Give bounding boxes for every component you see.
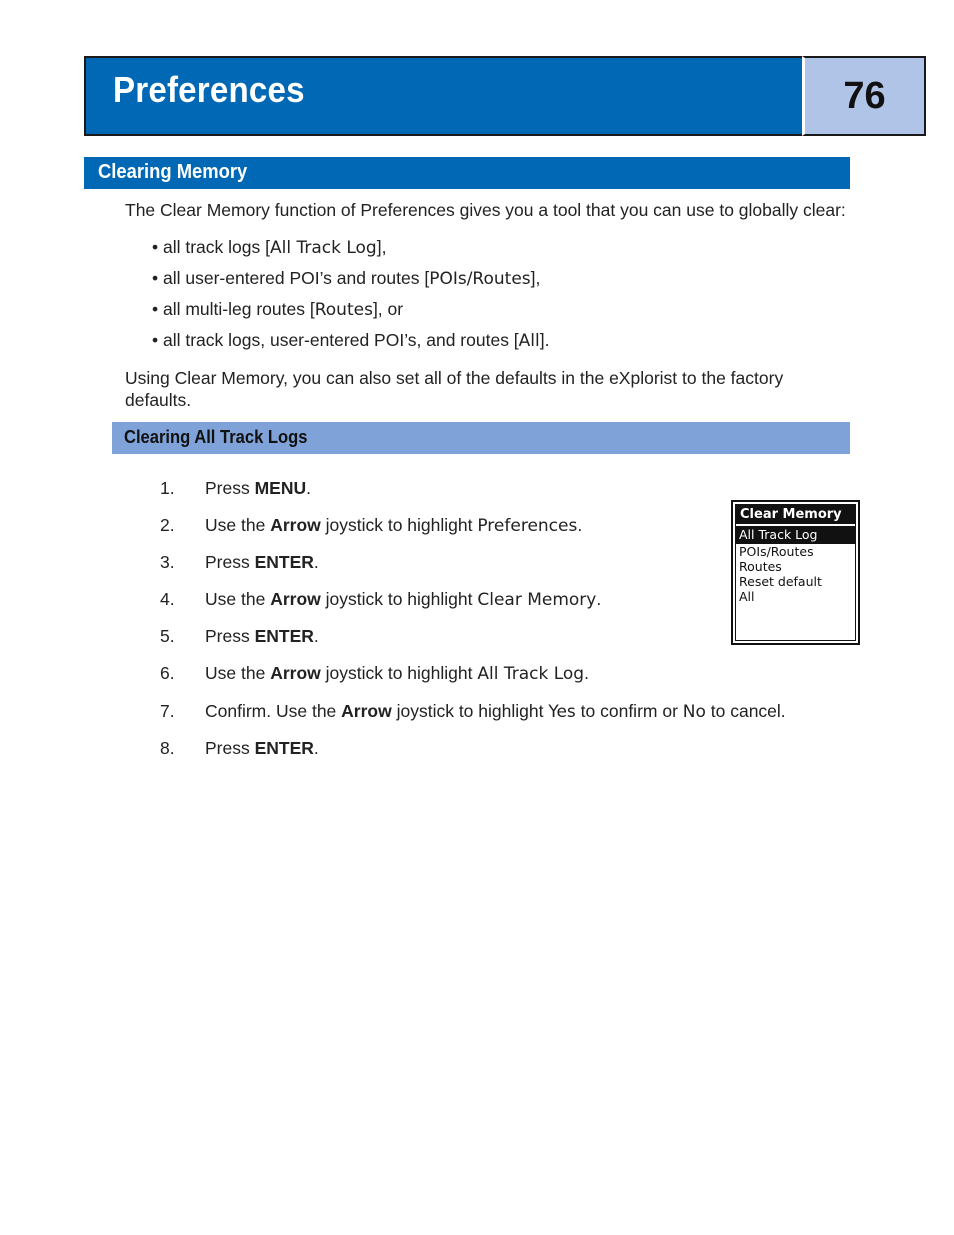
page-number: 76: [843, 74, 886, 117]
screen-title: Clear Memory: [736, 505, 855, 524]
bullet-term: Routes: [314, 300, 373, 320]
step-part: Use the: [205, 515, 271, 535]
step-key: Arrow: [341, 701, 392, 721]
bullet-term: All Track Log: [269, 238, 377, 258]
bullet-item: [152, 330, 549, 351]
step-text: [205, 701, 786, 722]
subsection-title: Clearing All Track Logs: [124, 427, 308, 447]
bullet-suffix: ],: [530, 268, 541, 288]
step-key: ENTER: [254, 738, 314, 758]
step-number: 3.: [160, 552, 175, 572]
defaults-paragraph: Using Clear Memory, you can also set all of the defaults in the eXplorist to the factory defaults.: [125, 368, 784, 410]
screen-menu-item: POIs/Routes: [739, 544, 814, 559]
step-text: [205, 663, 589, 684]
step-term: Preferences: [477, 516, 578, 536]
step-term: Clear Memory: [477, 590, 597, 610]
step-key: Arrow: [270, 515, 321, 535]
step-part: .: [313, 626, 319, 646]
bullet-suffix: ], or: [372, 299, 404, 319]
step-key: ENTER: [254, 626, 314, 646]
bullet-suffix: ].: [539, 330, 550, 350]
step-key: Arrow: [270, 663, 321, 683]
page-title: Preferences: [113, 69, 305, 110]
bullet-suffix: ],: [376, 237, 387, 257]
step-number: 5.: [160, 626, 175, 646]
step-part: Press: [205, 626, 255, 646]
page-header: [84, 56, 926, 136]
step-part: .: [306, 478, 312, 498]
bullet-text: • all track logs [: [152, 237, 270, 257]
step-part: joystick to highlight: [320, 663, 478, 683]
step-part: joystick to highlight: [391, 701, 549, 721]
step-part: to cancel.: [705, 701, 786, 721]
step-text: [205, 552, 319, 573]
step-text: [205, 589, 601, 610]
device-screen: [731, 500, 860, 645]
step-part: Press: [205, 738, 255, 758]
step-key: Arrow: [270, 589, 321, 609]
step-text: [205, 478, 311, 499]
bullet-item: [152, 237, 386, 258]
bullet-text: • all user-entered POI’s and routes [: [152, 268, 430, 288]
step-number: 2.: [160, 515, 175, 535]
device-screen-frame: [735, 504, 856, 641]
step-number: 6.: [160, 663, 175, 683]
step-number: 8.: [160, 738, 175, 758]
bullet-text: • all track logs, user-entered POI’s, and routes [: [152, 330, 519, 350]
step-part: .: [313, 552, 319, 572]
step-part: Use the: [205, 663, 271, 683]
step-part: .: [596, 589, 602, 609]
step-part: .: [577, 515, 583, 535]
step-part: .: [313, 738, 319, 758]
step-part: to confirm or: [575, 701, 683, 721]
section-heading-bar: [84, 157, 850, 189]
step-text: [205, 515, 582, 536]
screen-menu-item: Reset default: [739, 574, 822, 589]
screen-menu-item-selected: All Track Log: [736, 526, 855, 544]
step-key: ENTER: [254, 552, 314, 572]
bullet-term: POIs/Routes: [429, 269, 531, 289]
step-term: All Track Log: [477, 664, 585, 684]
step-part: .: [584, 663, 589, 683]
step-text: [205, 626, 319, 647]
step-number: 1.: [160, 478, 175, 498]
step-term: No: [682, 702, 706, 722]
step-key: MENU: [254, 478, 307, 498]
bullet-item: [152, 299, 403, 320]
step-part: joystick to highlight: [320, 515, 478, 535]
bullet-item: [152, 268, 540, 289]
subsection-heading-bar: [112, 422, 850, 454]
screen-menu-item: Routes: [739, 559, 782, 574]
step-text: [205, 738, 319, 759]
section-title: Clearing Memory: [98, 161, 248, 183]
step-part: joystick to highlight: [320, 589, 478, 609]
screen-menu-item: All: [739, 589, 755, 604]
step-part: Press: [205, 478, 255, 498]
bullet-term: All: [518, 331, 540, 351]
step-part: Press: [205, 552, 255, 572]
step-number: 4.: [160, 589, 175, 609]
page-number-box: [802, 56, 926, 136]
bullet-text: • all multi-leg routes [: [152, 299, 315, 319]
step-part: Use the: [205, 589, 271, 609]
step-part: Confirm. Use the: [205, 701, 342, 721]
intro-paragraph: The Clear Memory function of Preferences gives you a tool that you can use to globally clear:: [125, 200, 846, 220]
step-term: Yes: [548, 702, 576, 722]
step-number: 7.: [160, 701, 175, 721]
